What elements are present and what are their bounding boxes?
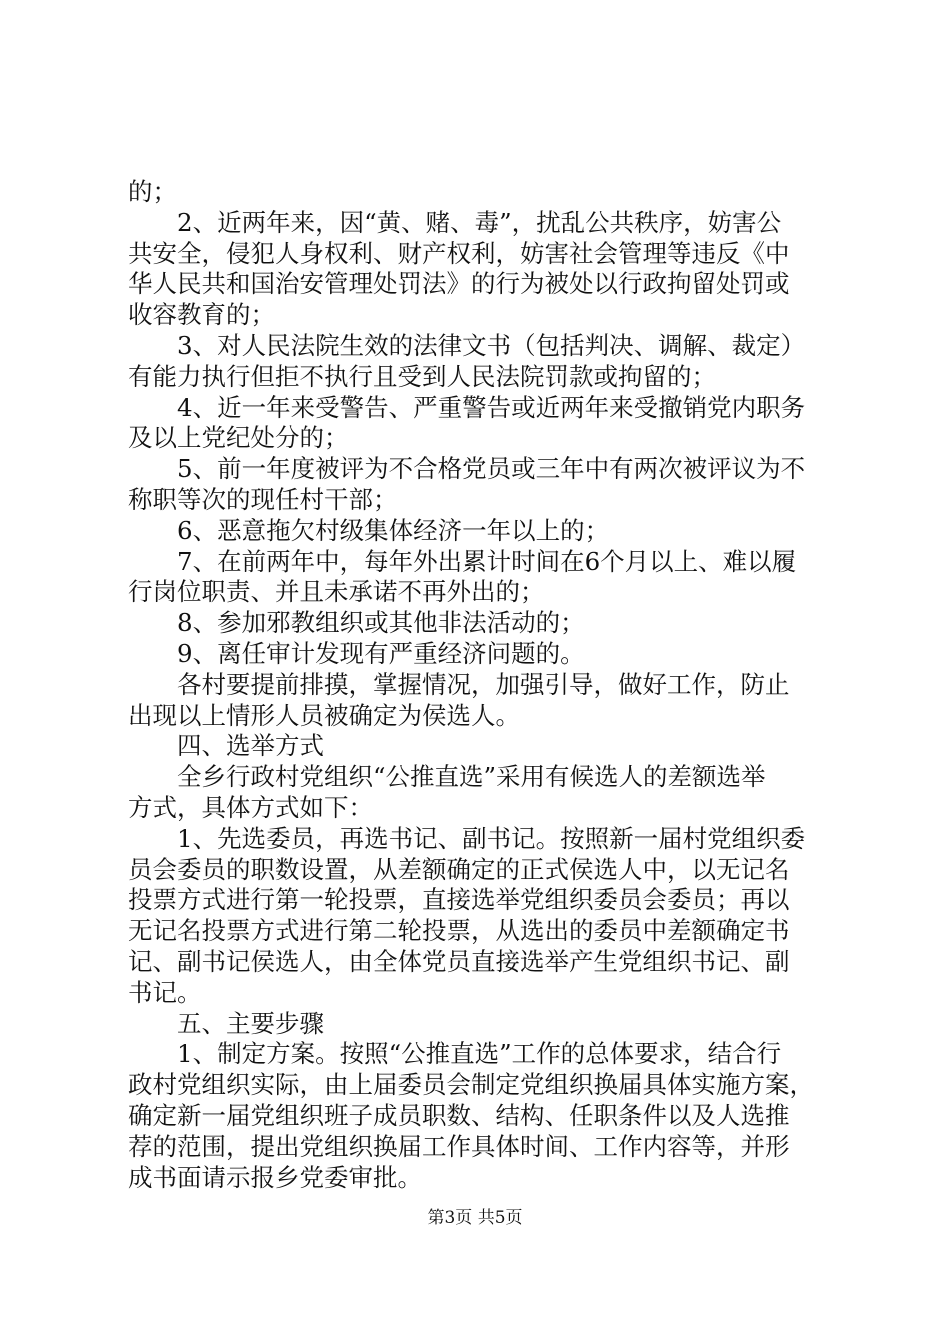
text-line: 无记名投票方式进行第二轮投票，从选出的委员中差额确定书: [128, 916, 790, 946]
text-line: 1、制定方案。按照“公推直选”工作的总体要求，结合行: [177, 1039, 782, 1069]
text-line: 共安全，侵犯人身权利、财产权利，妨害社会管理等违反《中: [128, 238, 790, 268]
text-line: 1、先选委员，再选书记、副书记。按照新一届村党组织委: [177, 823, 806, 853]
text-line: 行岗位职责、并且未承诺不再外出的；: [128, 577, 545, 607]
section-heading: 五、主要步骤: [177, 1008, 324, 1038]
text-line: 荐的范围，提出党组织换届工作具体时间、工作内容等，并形: [128, 1131, 790, 1161]
text-line: 7、在前两年中，每年外出累计时间在6个月以上、难以履: [177, 546, 797, 576]
text-line: 各村要提前排摸，掌握情况，加强引导，做好工作，防止: [177, 669, 790, 699]
text-line: 员会委员的职数设置，从差额确定的正式侯选人中，以无记名: [128, 854, 790, 884]
text-line: 收容教育的；: [128, 300, 275, 330]
text-line: 4、近一年来受警告、严重警告或近两年来受撤销党内职务: [177, 392, 806, 422]
text-line: 出现以上情形人员被确定为侯选人。: [128, 700, 520, 730]
text-line: 的；: [128, 177, 177, 206]
text-line: 称职等次的现任村干部；: [128, 485, 398, 514]
text-line: 9、离任审计发现有严重经济问题的。: [177, 639, 585, 668]
text-line: 2、近两年来，因“黄、赌、毒”，扰乱公共秩序，妨害公: [177, 207, 782, 237]
text-line: 及以上党纪处分的；: [128, 423, 349, 453]
text-line: 3、对人民法院生效的法律文书（包括判决、调解、裁定）: [177, 331, 806, 360]
text-line: 6、恶意拖欠村级集体经济一年以上的；: [177, 515, 610, 545]
text-line: 书记。: [128, 977, 202, 1007]
section-heading: 四、选举方式: [177, 731, 324, 761]
text-line: 政村党组织实际，由上届委员会制定党组织换届具体实施方案，: [128, 1070, 814, 1100]
text-line: 方式，具体方式如下：: [128, 793, 373, 822]
page-number-footer: 第3页 共5页: [427, 1208, 523, 1228]
text-line: 全乡行政村党组织“公推直选”采用有候选人的差额选举: [177, 762, 766, 792]
text-line: 确定新一届党组织班子成员职数、结构、任职条件以及人选推: [128, 1101, 790, 1130]
text-line: 5、前一年度被评为不合格党员或三年中有两次被评议为不: [177, 454, 806, 484]
text-line: 8、参加邪教组织或其他非法活动的；: [177, 608, 585, 638]
text-line: 华人民共和国治安管理处罚法》的行为被处以行政拘留处罚或: [128, 269, 790, 299]
text-line: 有能力执行但拒不执行且受到人民法院罚款或拘留的；: [128, 361, 716, 391]
text-line: 成书面请示报乡党委审批。: [128, 1162, 422, 1192]
text-line: 记、副书记侯选人，由全体党员直接选举产生党组织书记、副: [128, 947, 790, 976]
text-line: 投票方式进行第一轮投票，直接选举党组织委员会委员；再以: [128, 885, 790, 915]
